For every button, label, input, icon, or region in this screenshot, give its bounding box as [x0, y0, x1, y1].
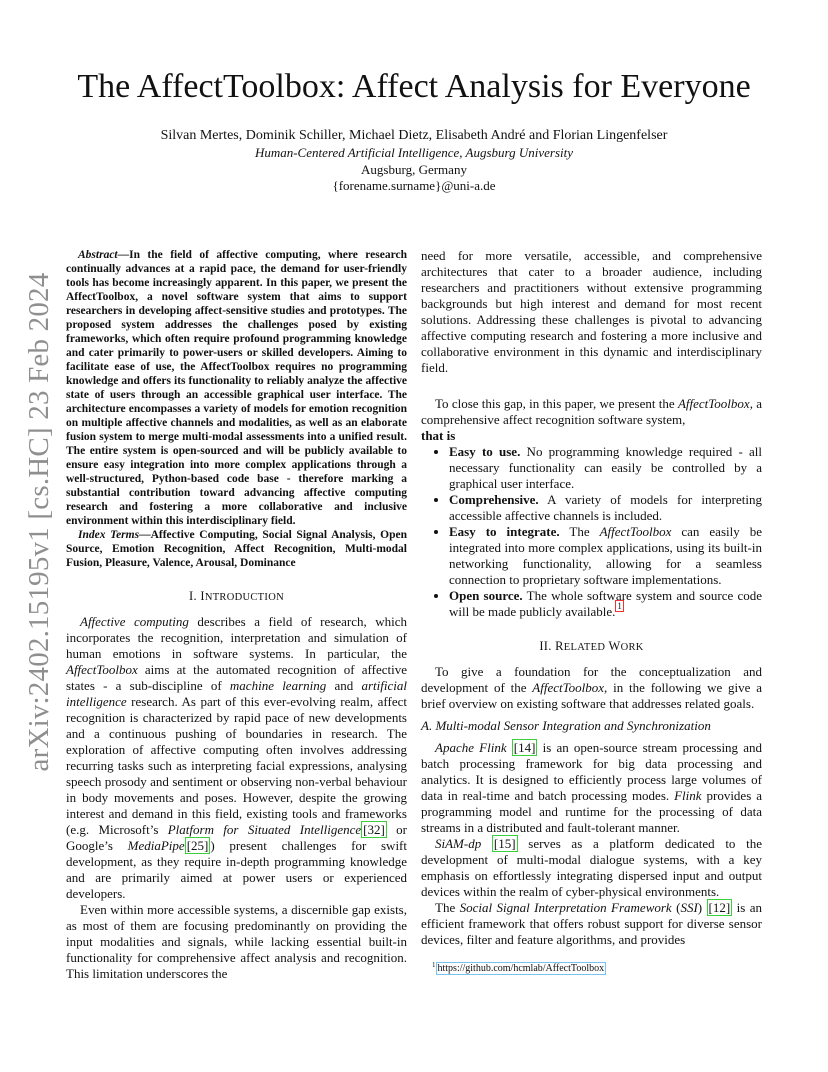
list-item: • Comprehensive. A variety of models for interpreting accessible affective channels is included.: [449, 492, 762, 524]
related-work-intro: To give a foundation for the conceptualization and development of the AffectToolbox, in the following we give a brief overview on existing software that addresses related goals.: [421, 664, 763, 711]
citation-link[interactable]: [32]: [363, 822, 385, 837]
citation-link[interactable]: [14]: [513, 740, 536, 755]
index-terms-text: —Affective Computing, Social Signal Analysis, Open Source, Emotion Recognition, Affect Recognition, Multi-modal Fusion, Pleasure, Valence, Arousal, Dominance: [66, 529, 408, 569]
intro-paragraph-2: Even within more accessible systems, a discernible gap exists, as most of them are focusing predominantly on providing the input modalities and signals, while lacking essential built-in functionality for comprehensive affect analysis and recognition. This limitation underscores the: [66, 902, 407, 981]
citation-link[interactable]: [12]: [708, 900, 731, 915]
list-item: • Easy to integrate. The AffectToolbox can easily be integrated into more complex applications, using its built-in networking functionality, allowing for a seamless connection to proprietary software implementations.: [449, 524, 762, 588]
affiliation: Human-Centered Artificial Intelligence, Augsburg University: [254, 145, 574, 160]
contribution-paragraph: To close this gap, in this paper, we present the AffectToolbox, a comprehensive affect recognition software system, that is: [421, 396, 762, 443]
location: Augsburg, Germany: [361, 162, 467, 177]
list-item: • Open source. The whole software system and source code will be made publicly available. $^1$: [449, 588, 762, 620]
index-terms: [66, 528, 407, 570]
footnote-url-link[interactable]: https://github.com/hcmlab/AffectToolbox: [437, 963, 605, 975]
flink-paragraph: Apache Flink [14] is an open-source stream processing and batch processing framework for big data processing and analytics. It is designed to efficiently process large volumes of data in real-time and batch processing modes. Flink provides a programming model and runtime for the processing of data streams in a distributed and fault-tolerant manner.: [421, 740, 762, 835]
arxiv-margin-stamp: arXiv:2402.15195v1 [cs.HC] 23 Feb 2024: [23, 272, 55, 772]
right-column: [421, 248, 762, 948]
feature-list: [421, 444, 762, 620]
abstract-label: Abstract: [78, 249, 118, 261]
intro-paragraph-1: Affective computing describes a field of research, which incorporates the recognition, interpretation and simulation of human emotions in software systems. In particular, the AffectToolbox aims at the automated recognition of affective states - a sub-discipline of machine learning and artificial intelligence research. As part of this ever-evolving realm, affect recognition is characterized by rapid pace of new developments and a continuous pushing of boundaries in research. The exploration of affective computing often involves addressing recurring tasks such as interpreting facial expressions, analysing speech prosody and sentiment or observing non-verbal behaviour in body movements and poses. However, despite the growing interest and demand in this field, existing tools and frameworks (e.g. Microsoft’s Platform for Situated Intelligence [32] or Google’s MediaPipe [25] ) present challenges for swift development, as they require in-depth programming knowledge and are primarily aimed at power users or experienced developers.: [66, 614, 407, 901]
paper-title: The AffectToolbox: Affect Analysis for Everyone: [77, 68, 751, 105]
footnote-number: 1: [432, 961, 436, 969]
ssi-paragraph: The Social Signal Interpretation Framework (SSI) [12] is an efficient framework that offers robust support for diverse sensor devices, filter and feature algorithms, and provides: [421, 900, 762, 947]
footnote-marker[interactable]: 1: [617, 601, 622, 611]
subsection-heading: A. Multi-modal Sensor Integration and Synchronization: [421, 718, 711, 733]
list-item: • Easy to use. No programming knowledge required - all necessary functionality can easily be controlled by a graphical user interface.: [449, 444, 762, 492]
abstract-text: —In the field of affective computing, where research continually advances at a rapid pace, the demand for user-friendly tools has become increasingly apparent. In this paper, we present the AffectToolbox, a novel software system that aims to support researchers in developing affect-sensitive studies and prototypes. The proposed system addresses the challenges posed by existing frameworks, which often require profound programming knowledge and cater primarily to power-users or skilled developers. Aiming to facilitate ease of use, the AffectToolbox requires no programming knowledge and offers its functionality to reliably analyze the affective state of users through an accessible graphical user interface. The architecture encompasses a variety of models for emotion recognition on multiple affective channels and modalities, as well as an elaborate fusion system to merge multi-modal assessments into a unified result. The entire system is open-sourced and will be publicly available to ensure easy integration into more complex applications through a well-structured, Python-based code base - therefore marking a substantial contribution toward advancing affective computing research and fostering a more collaborative and inclusive environment within this interdisciplinary field.: [66, 249, 407, 527]
footnote: [432, 959, 606, 975]
citation-link[interactable]: [15]: [493, 836, 516, 851]
citation-link[interactable]: [25]: [186, 838, 209, 853]
section-heading-introduction: I. INTRODUCTION: [189, 589, 284, 603]
index-terms-label: Index Terms: [78, 529, 140, 541]
intro-continuation: need for more versatile, accessible, and comprehensive architectures that cater to a broader audience, including researchers and practitioners without extensive programming backgrounds but high interest and demand for most recent solutions. Addressing these challenges is pivotal to advancing affective computing research and fostering a more inclusive and collaborative environment in this dynamic and interdisciplinary field.: [421, 248, 762, 375]
author-list: Silvan Mertes, Dominik Schiller, Michael Dietz, Elisabeth André and Florian Lingenfelser: [160, 128, 668, 143]
left-column: [66, 248, 407, 982]
section-heading-related-work: II. RELATED WORK: [539, 639, 644, 653]
abstract: [66, 248, 407, 528]
siam-paragraph: SiAM-dp [15] serves as a platform dedicated to the development of multi-modal dialogue systems, with a key emphasis on effortlessly integrating dispersed input and output devices within the realm of cyber-physical environments.: [421, 836, 762, 899]
email-address: {forename.surname}@uni-a.de: [332, 178, 496, 193]
